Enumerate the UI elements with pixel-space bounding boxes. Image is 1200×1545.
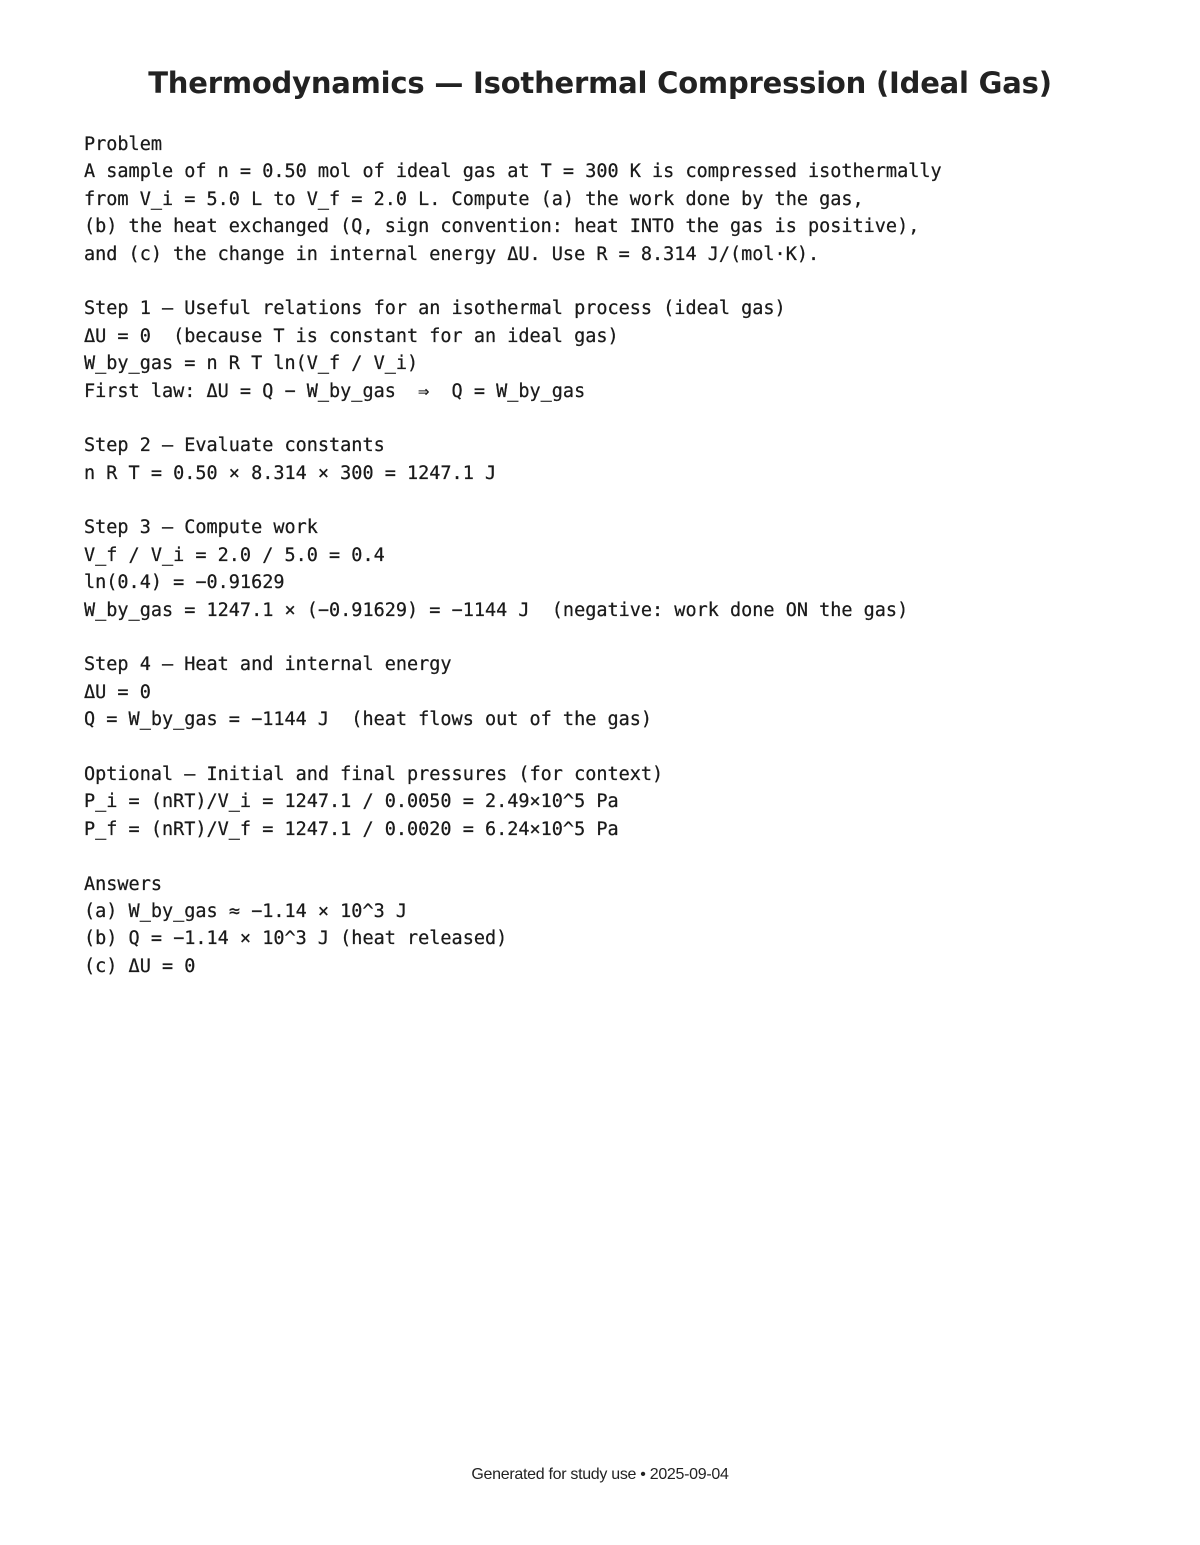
step2-section bbox=[84, 432, 1144, 487]
answers-heading: Answers bbox=[84, 873, 162, 895]
optional-line: P_i = (nRT)/V_i = 1247.1 / 0.0050 = 2.49×10^5 Pa bbox=[84, 791, 619, 813]
problem-line: and (c) the change in internal energy ΔU. Use R = 8.314 J/(mol·K). bbox=[84, 243, 820, 265]
problem-line: from V_i = 5.0 L to V_f = 2.0 L. Compute (a) the work done by the gas, bbox=[84, 188, 864, 210]
problem-heading: Problem bbox=[84, 134, 162, 155]
step1-line: ΔU = 0 (because T is constant for an ideal gas) bbox=[84, 325, 619, 347]
step4-line: ΔU = 0 bbox=[84, 681, 151, 703]
optional-heading: Optional — Initial and final pressures (for context) bbox=[84, 763, 664, 785]
step1-section bbox=[84, 295, 1144, 405]
problem-line: A sample of n = 0.50 mol of ideal gas at T = 300 K is compressed isothermally bbox=[84, 161, 942, 183]
optional-section bbox=[84, 761, 1144, 843]
step2-heading: Step 2 — Evaluate constants bbox=[84, 435, 385, 457]
step4-section bbox=[84, 651, 1144, 733]
step4-line: Q = W_by_gas = −1144 J (heat flows out of the gas) bbox=[84, 709, 653, 731]
step3-section bbox=[84, 514, 1144, 624]
step3-line: W_by_gas = 1247.1 × (−0.91629) = −1144 J (negative: work done ON the gas) bbox=[84, 599, 909, 621]
answers-section bbox=[84, 871, 1144, 981]
answer-line: (a) W_by_gas ≈ −1.14 × 10^3 J bbox=[84, 900, 408, 922]
page-title: Thermodynamics — Isothermal Compression (Ideal Gas) bbox=[148, 66, 1052, 100]
step4-heading: Step 4 — Heat and internal energy bbox=[84, 654, 452, 676]
step3-line: ln(0.4) = −0.91629 bbox=[84, 572, 285, 594]
optional-line: P_f = (nRT)/V_f = 1247.1 / 0.0020 = 6.24×10^5 Pa bbox=[84, 818, 619, 840]
step3-line: V_f / V_i = 2.0 / 5.0 = 0.4 bbox=[84, 544, 385, 566]
problem-line: (b) the heat exchanged (Q, sign convention: heat INTO the gas is positive), bbox=[84, 216, 920, 238]
step2-line: n R T = 0.50 × 8.314 × 300 = 1247.1 J bbox=[84, 462, 497, 484]
step1-line: First law: ΔU = Q − W_by_gas ⇒ Q = W_by_gas bbox=[84, 380, 586, 402]
answer-line: (c) ΔU = 0 bbox=[84, 955, 196, 977]
step3-heading: Step 3 — Compute work bbox=[84, 517, 318, 539]
solution-body bbox=[84, 131, 1144, 1008]
problem-section bbox=[84, 131, 1144, 268]
answer-line: (b) Q = −1.14 × 10^3 J (heat released) bbox=[84, 928, 508, 950]
step1-heading: Step 1 — Useful relations for an isothermal process (ideal gas) bbox=[84, 298, 786, 320]
step1-line: W_by_gas = n R T ln(V_f / V_i) bbox=[84, 353, 419, 375]
page-footer: Generated for study use • 2025-09-04 bbox=[471, 1466, 729, 1483]
